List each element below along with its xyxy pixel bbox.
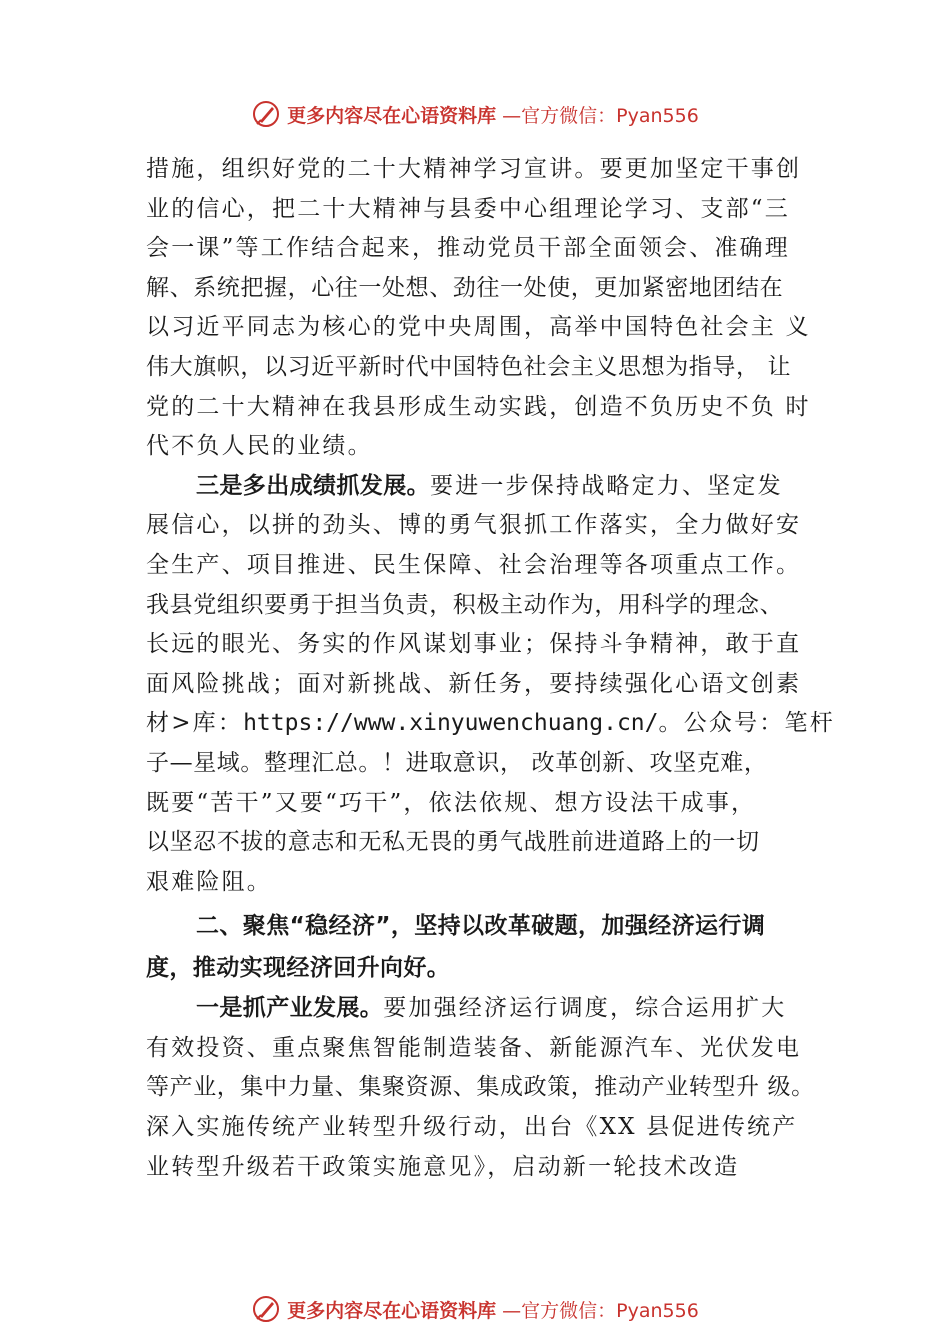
text-line: 解、系统把握，心往一处想、劲往一处使，更加紧密地团结在 — [146, 274, 784, 301]
text-line — [146, 704, 836, 744]
text-line: 展信心，以拼的劲头、博的勇气狠抓工作落实，全力做好安 — [146, 512, 802, 539]
quill-seal-icon — [251, 99, 281, 129]
text-line: 长远的眼光、务实的作风谋划事业；保持斗争精神，敢于直 — [146, 631, 802, 658]
text-line: 伟大旗帜，以习近平新时代中国特色社会主义思想为指导， 让 — [146, 353, 792, 380]
text-line: 全生产、项目推进、民生保障、社会治理等各项重点工作。 — [146, 551, 802, 578]
website-url: https://www.xinyuwenchuang.cn/ — [243, 710, 659, 737]
header-banner — [0, 94, 950, 134]
text-line: 面风险挑战；面对新挑战、新任务，要持续强化心语文创素 — [146, 670, 802, 697]
text-line: 会一课”等工作结合起来，推动党员干部全面领会、准确理 — [146, 235, 790, 262]
section-heading — [146, 905, 836, 989]
text-line: 艰难险阻。 — [146, 868, 272, 895]
banner-brand: 更多内容尽在心语资料库 — [287, 104, 497, 127]
paragraph-industry — [146, 989, 836, 1187]
text-line — [146, 467, 836, 507]
text-line: 我县党组织要勇于担当负责，积极主动作为，用科学的理念、 — [146, 591, 784, 618]
paragraph-develop — [146, 467, 836, 903]
paragraph-lead: 三是多出成绩抓发展。 — [196, 472, 430, 499]
footer-banner — [0, 1289, 950, 1329]
text-line: 以习近平同志为核心的党中央周围，高举中国特色社会主 义 — [146, 314, 811, 341]
document-body — [146, 150, 836, 1187]
text-line: 等产业，集中力量、集聚资源、集成政策，推动产业转型升 级。 — [146, 1074, 815, 1101]
text-run: 。公众号：笔杆 — [658, 710, 835, 737]
text-line: 业转型升级若干政策实施意见》，启动新一轮技术改造 — [146, 1153, 740, 1180]
heading-line: 二、聚焦“稳经济”，坚持以改革破题，加强经济运行调 — [196, 913, 766, 940]
text-line: 深入实施传统产业转型升级行动，出台《XX 县促进传统产 — [146, 1114, 798, 1141]
heading-line: 度，推动实现经济回升向好。 — [146, 955, 451, 982]
text-run: 要进一步保持战略定力、坚定发 — [430, 472, 783, 499]
paragraph-continuation — [146, 150, 836, 467]
text-line: 党的二十大精神在我县形成生动实践，创造不负历史不负 时 — [146, 393, 811, 420]
quill-seal-icon — [251, 1294, 281, 1324]
text-line: 以坚忍不拔的意志和无私无畏的勇气战胜前进道路上的一切 — [146, 829, 760, 856]
text-line: 子—星域。整理汇总。！进取意识， 改革创新、攻坚克难， — [146, 749, 768, 776]
text-line — [146, 989, 836, 1029]
text-line: 既要“苦干”又要“巧干”，依法依规、想方设法干成事， — [146, 789, 757, 816]
banner-contact: —官方微信：Pyan556 — [502, 1299, 699, 1322]
text-line: 有效投资、重点聚焦智能制造装备、新能源汽车、光伏发电 — [146, 1034, 802, 1061]
text-line: 业的信心，把二十大精神与县委中心组理论学习、支部“三 — [146, 195, 790, 222]
text-line: 措施，组织好党的二十大精神学习宣讲。要更加坚定干事创 — [146, 156, 802, 182]
paragraph-lead: 一是抓产业发展。 — [196, 995, 384, 1022]
text-run: 要加强经济运行调度，综合运用扩大 — [383, 995, 787, 1022]
banner-contact: —官方微信：Pyan556 — [502, 104, 699, 127]
text-line: 代不负人民的业绩。 — [146, 433, 373, 460]
text-run: 材>库： — [146, 710, 244, 737]
banner-brand: 更多内容尽在心语资料库 — [287, 1299, 497, 1322]
